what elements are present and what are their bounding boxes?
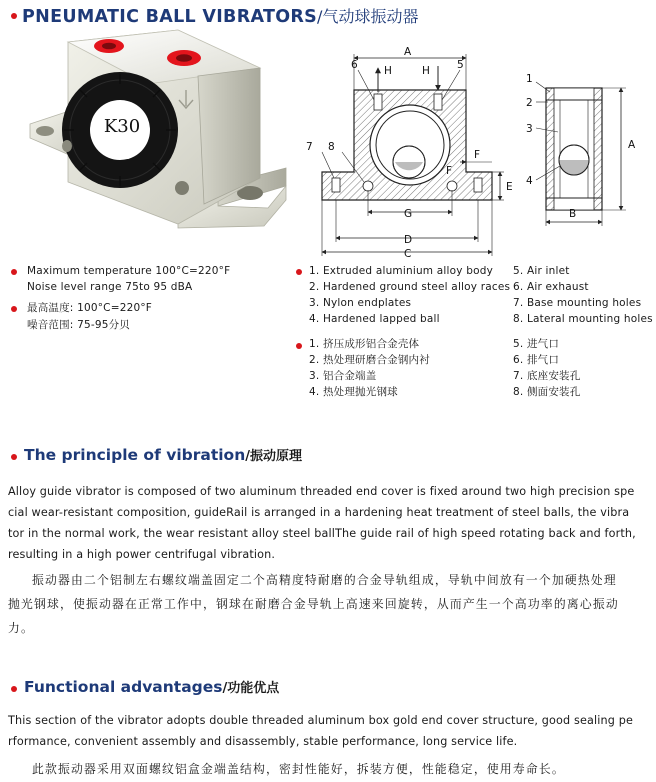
dim-label-e: E	[506, 181, 513, 193]
page-title-cn: /气动球振动器	[317, 7, 419, 26]
advantages-heading	[24, 677, 279, 696]
page-title	[22, 4, 418, 27]
dim-label-g: G	[404, 208, 413, 220]
part-item-6: 6. Air exhaust	[513, 281, 589, 293]
part-item-5-cn: 5. 进气口	[513, 338, 560, 350]
principle-line-1: Alloy guide vibrator is composed of two aluminum threaded end cover is fixed around two high precision spe	[8, 485, 635, 498]
part-item-1-cn: 1. 挤压成形铝合金壳体	[309, 338, 420, 350]
dim-label-d: D	[404, 234, 413, 246]
part-item-1: 1. Extruded aluminium alloy body	[309, 265, 493, 277]
product-photo	[28, 28, 288, 258]
parts-cn-bullet	[296, 343, 302, 349]
advantages-cn-line-1: 此款振动器采用双面螺纹铝盒金端盖结构，密封性能好，拆装方便，性能稳定，使用寿命长。	[32, 762, 565, 776]
page-title-en: PNEUMATIC BALL VIBRATORS	[22, 7, 318, 27]
part-item-6-cn: 6. 排气口	[513, 354, 560, 366]
dim-label-f-bottom: F	[446, 165, 453, 177]
part-label-6: 6	[351, 59, 358, 71]
product-model-label: K30	[103, 116, 141, 137]
advantages-body-cn	[8, 757, 652, 781]
part-label-3: 3	[526, 123, 533, 135]
principle-heading-cn: /振动原理	[245, 449, 302, 464]
part-item-2: 2. Hardened ground steel alloy races	[309, 281, 511, 293]
title-bullet	[11, 13, 17, 19]
principle-cn-line-3: 力。	[8, 621, 34, 635]
principle-line-2: cial wear-resistant composition, guideRail is arranged in a hardening heat treatment of steel balls, the vibra	[8, 506, 630, 519]
principle-heading	[24, 445, 302, 464]
part-label-4: 4	[526, 175, 533, 187]
dim-label-b: B	[569, 208, 577, 220]
part-label-1: 1	[526, 73, 533, 85]
part-item-4: 4. Hardened lapped ball	[309, 313, 440, 325]
principle-heading-en: The principle of vibration	[24, 446, 246, 464]
principle-body-en	[8, 481, 652, 565]
advantages-heading-en: Functional advantages	[24, 678, 223, 696]
advantages-heading-cn: /功能优点	[222, 681, 280, 696]
spec-max-temperature-cn: 最高温度: 100°C=220°F	[27, 302, 153, 314]
part-item-7-cn: 7. 底座安装孔	[513, 370, 581, 382]
dim-label-a-side: A	[628, 139, 636, 151]
specs-cn-bullet	[11, 306, 17, 312]
advantages-line-2: rformance, convenient assembly and disassembly, stable performance, long service life.	[8, 735, 518, 748]
principle-cn-line-1: 振动器由二个铝制左右螺纹端盖固定二个高精度特耐磨的合金导轨组成，导轨中间放有一个加硬热处理	[32, 573, 617, 587]
advantages-bullet	[11, 686, 17, 692]
principle-line-3: tor in the normal work, the wear resistant alloy steel ballThe guide rail of high speed rotating back and forth,	[8, 527, 636, 540]
principle-line-4: resulting in a high power centrifugal vibration.	[8, 548, 276, 561]
part-label-2: 2	[526, 97, 533, 109]
part-item-8: 8. Lateral mounting holes	[513, 313, 653, 325]
technical-drawing	[296, 40, 656, 260]
advantages-line-1: This section of the vibrator adopts double threaded aluminum box gold end cover structure, good sealing pe	[8, 714, 633, 727]
parts-en-bullet	[296, 269, 302, 275]
dim-label-h-left: H	[384, 65, 392, 77]
principle-cn-line-2: 抛光钢球，使振动器在正常工作中，钢球在耐磨合金导轨上高速来回旋转，从而产生一个高功率的离心振动	[8, 597, 619, 611]
part-item-7: 7. Base mounting holes	[513, 297, 642, 309]
part-label-7: 7	[306, 141, 313, 153]
principle-body-cn	[8, 568, 652, 640]
specs-en-bullet	[11, 269, 17, 275]
part-item-8-cn: 8. 侧面安装孔	[513, 386, 581, 398]
dim-label-a: A	[404, 46, 412, 58]
dim-label-c: C	[404, 248, 412, 260]
part-item-2-cn: 2. 热处理研磨合金钢内衬	[309, 354, 430, 366]
spec-noise-level: Noise level range 75to 95 dBA	[27, 281, 193, 293]
spec-noise-level-cn: 噪音范围: 75-95分贝	[27, 319, 130, 331]
part-label-8: 8	[328, 141, 335, 153]
principle-bullet	[11, 454, 17, 460]
part-item-4-cn: 4. 热处理抛光钢球	[309, 386, 398, 398]
part-item-3-cn: 3. 铝合金端盖	[309, 370, 377, 382]
part-item-5: 5. Air inlet	[513, 265, 570, 277]
spec-max-temperature: Maximum temperature 100°C=220°F	[27, 265, 231, 277]
advantages-body-en	[8, 710, 652, 752]
part-label-5: 5	[457, 59, 464, 71]
part-item-3: 3. Nylon endplates	[309, 297, 412, 309]
dim-label-f-top: F	[474, 149, 481, 161]
dim-label-h-right: H	[422, 65, 430, 77]
